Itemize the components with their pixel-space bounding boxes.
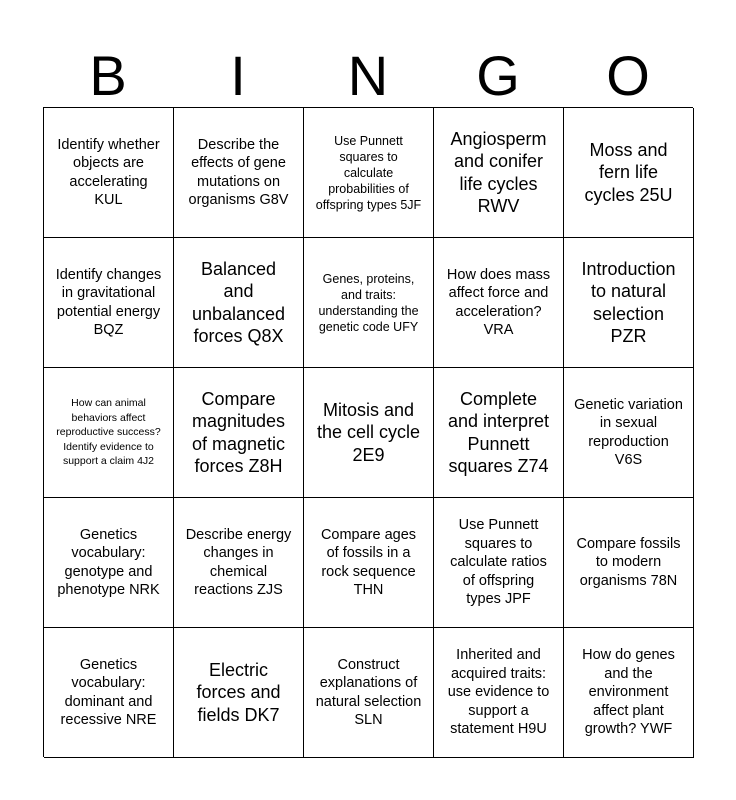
bingo-board bbox=[43, 107, 693, 757]
bingo-cell[interactable] bbox=[304, 498, 434, 628]
cell-text: Angiosperm and conifer life cycles RWV bbox=[450, 128, 547, 216]
cell-text: Genetics vocabulary: dominant and recessive NRE bbox=[60, 656, 157, 728]
bingo-cell[interactable] bbox=[304, 108, 434, 238]
bingo-cell[interactable] bbox=[564, 628, 694, 758]
bingo-cell[interactable] bbox=[564, 368, 694, 498]
cell-text: Mitosis and the cell cycle 2E9 bbox=[316, 399, 421, 465]
bingo-cell[interactable] bbox=[434, 498, 564, 628]
cell-text: Identify changes in gravitational potential energy BQZ bbox=[55, 266, 162, 338]
header-letter-i: I bbox=[230, 44, 246, 107]
bingo-cell[interactable] bbox=[174, 238, 304, 368]
bingo-cell[interactable] bbox=[434, 628, 564, 758]
cell-text: Genetic variation in sexual reproduction V6S bbox=[574, 396, 683, 468]
bingo-cell[interactable] bbox=[304, 628, 434, 758]
bingo-cell[interactable] bbox=[434, 108, 564, 238]
cell-text: Introduction to natural selection PZR bbox=[581, 258, 676, 346]
cell-text: Genetics vocabulary: genotype and phenotype NRK bbox=[57, 526, 160, 598]
cell-text: Genes, proteins, and traits: understanding the genetic code UFY bbox=[318, 271, 419, 334]
bingo-cell[interactable] bbox=[44, 238, 174, 368]
bingo-cell[interactable] bbox=[434, 368, 564, 498]
cell-text: Describe the effects of gene mutations on organisms G8V bbox=[188, 136, 289, 208]
cell-text: Compare magnitudes of magnetic forces Z8H bbox=[191, 388, 286, 476]
cell-text: Describe energy changes in chemical reactions ZJS bbox=[185, 526, 292, 598]
header-letter-n: N bbox=[347, 44, 389, 107]
cell-text: Moss and fern life cycles 25U bbox=[584, 139, 673, 205]
cell-text: How does mass affect force and acceleration? VRA bbox=[446, 266, 551, 338]
cell-text: How do genes and the environment affect plant growth? YWF bbox=[582, 647, 675, 738]
cell-text: Balanced and unbalanced forces Q8X bbox=[191, 258, 286, 346]
cell-text: Use Punnett squares to calculate probabilities of offspring types 5JF bbox=[315, 133, 422, 212]
bingo-cell[interactable] bbox=[174, 498, 304, 628]
bingo-cell[interactable] bbox=[304, 238, 434, 368]
bingo-cell[interactable] bbox=[44, 108, 174, 238]
bingo-cell[interactable] bbox=[44, 498, 174, 628]
bingo-cell[interactable] bbox=[174, 108, 304, 238]
cell-text: Compare fossils to modern organisms 78N bbox=[576, 535, 681, 589]
header-letter-b: B bbox=[89, 44, 127, 107]
bingo-header bbox=[43, 44, 693, 108]
cell-text: Use Punnett squares to calculate ratios of offspring types JPF bbox=[450, 517, 547, 608]
bingo-cell[interactable] bbox=[304, 368, 434, 498]
bingo-cell[interactable] bbox=[44, 628, 174, 758]
header-letter-o: O bbox=[606, 44, 650, 107]
cell-text: Compare ages of fossils in a rock sequence THN bbox=[320, 526, 417, 598]
cell-text: Inherited and acquired traits: use evidence to support a statement H9U bbox=[447, 647, 550, 738]
bingo-cell[interactable] bbox=[564, 498, 694, 628]
header-letter-g: G bbox=[476, 44, 520, 107]
bingo-cell[interactable] bbox=[434, 238, 564, 368]
bingo-cell[interactable] bbox=[564, 108, 694, 238]
cell-text: Electric forces and fields DK7 bbox=[196, 659, 281, 725]
bingo-cell[interactable] bbox=[564, 238, 694, 368]
bingo-cell[interactable] bbox=[174, 368, 304, 498]
cell-text: Identify whether objects are accelerating KUL bbox=[57, 136, 160, 208]
cell-text: Construct explanations of natural selection SLN bbox=[315, 656, 422, 728]
cell-text: How can animal behaviors affect reproductive success? Identify evidence to support a claim 4J2 bbox=[56, 397, 161, 468]
bingo-cell[interactable] bbox=[44, 368, 174, 498]
cell-text: Complete and interpret Punnett squares Z74 bbox=[447, 388, 550, 476]
bingo-cell[interactable] bbox=[174, 628, 304, 758]
